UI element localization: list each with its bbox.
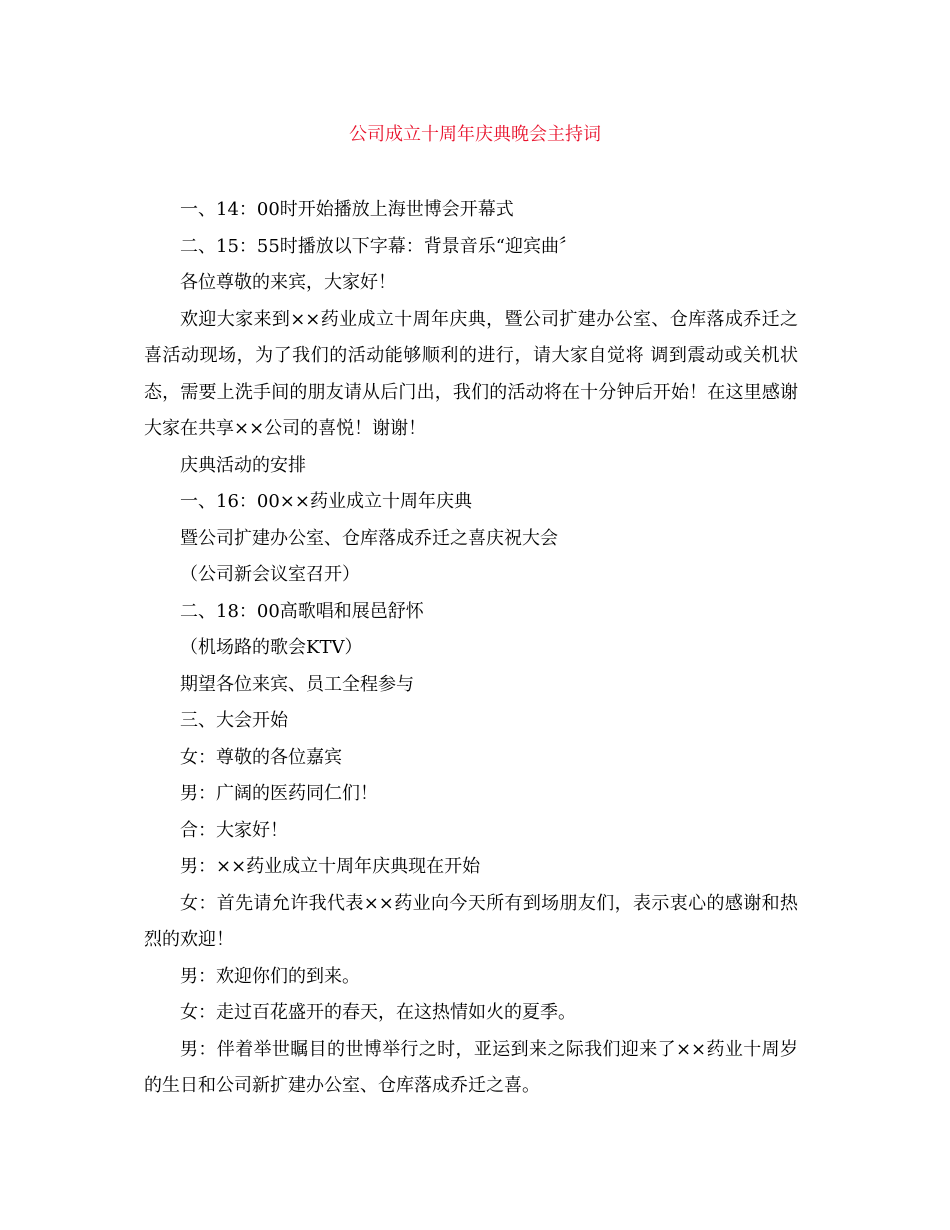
paragraph: 二、15：55时播放以下字幕：背景音乐“迎宾曲〞 [180, 235, 578, 257]
paragraph: 庆典活动的安排 [180, 454, 306, 476]
paragraph: 一、14：00时开始播放上海世博会开幕式 [180, 199, 514, 220]
document-title: 公司成立十周年庆典晚会主持词 [349, 124, 601, 145]
paragraph: （公司新会议室召开） [180, 564, 360, 585]
paragraph: 二、18：00高歌唱和展邑舒怀 [180, 600, 424, 622]
paragraph: 女：首先请允许我代表××药业向今天所有到场朋友们，表示衷心的感谢和热烈的欢迎！ [144, 892, 798, 950]
paragraph: 女：尊敬的各位嘉宾 [180, 746, 342, 768]
paragraph: 男：欢迎你们的到来。 [180, 965, 360, 987]
paragraph: 男：广阔的医药同仁们！ [180, 783, 378, 804]
document-body [144, 192, 798, 1105]
paragraph: （机场路的歌会KTV） [180, 637, 363, 658]
paragraph: 暨公司扩建办公室、仓库落成乔迁之喜庆祝大会 [180, 527, 558, 549]
paragraph: 期望各位来宾、员工全程参与 [180, 673, 414, 695]
paragraph: 三、大会开始 [180, 710, 288, 731]
paragraph: 各位尊敬的来宾，大家好！ [180, 272, 396, 293]
paragraph: 欢迎大家来到××药业成立十周年庆典，暨公司扩建办公室、仓库落成乔迁之喜活动现场，为了我们的活动能够顺利的进行，请大家自觉将 调到震动或关机状态，需要上洗手间的朋友请从后门出，我们的活动将在十分钟后开始！在这里感谢大家在共享××公司的喜悦！谢谢！ [144, 308, 798, 439]
paragraph: 男：伴着举世瞩目的世博举行之时，亚运到来之际我们迎来了××药业十周岁的生日和公司新扩建办公室、仓库落成乔迁之喜。 [144, 1038, 798, 1096]
paragraph: 合：大家好！ [180, 819, 288, 841]
paragraph: 女：走过百花盛开的春天，在这热情如火的夏季。 [180, 1002, 576, 1023]
paragraph: 男：××药业成立十周年庆典现在开始 [180, 856, 481, 877]
paragraph: 一、16：00××药业成立十周年庆典 [180, 491, 472, 512]
